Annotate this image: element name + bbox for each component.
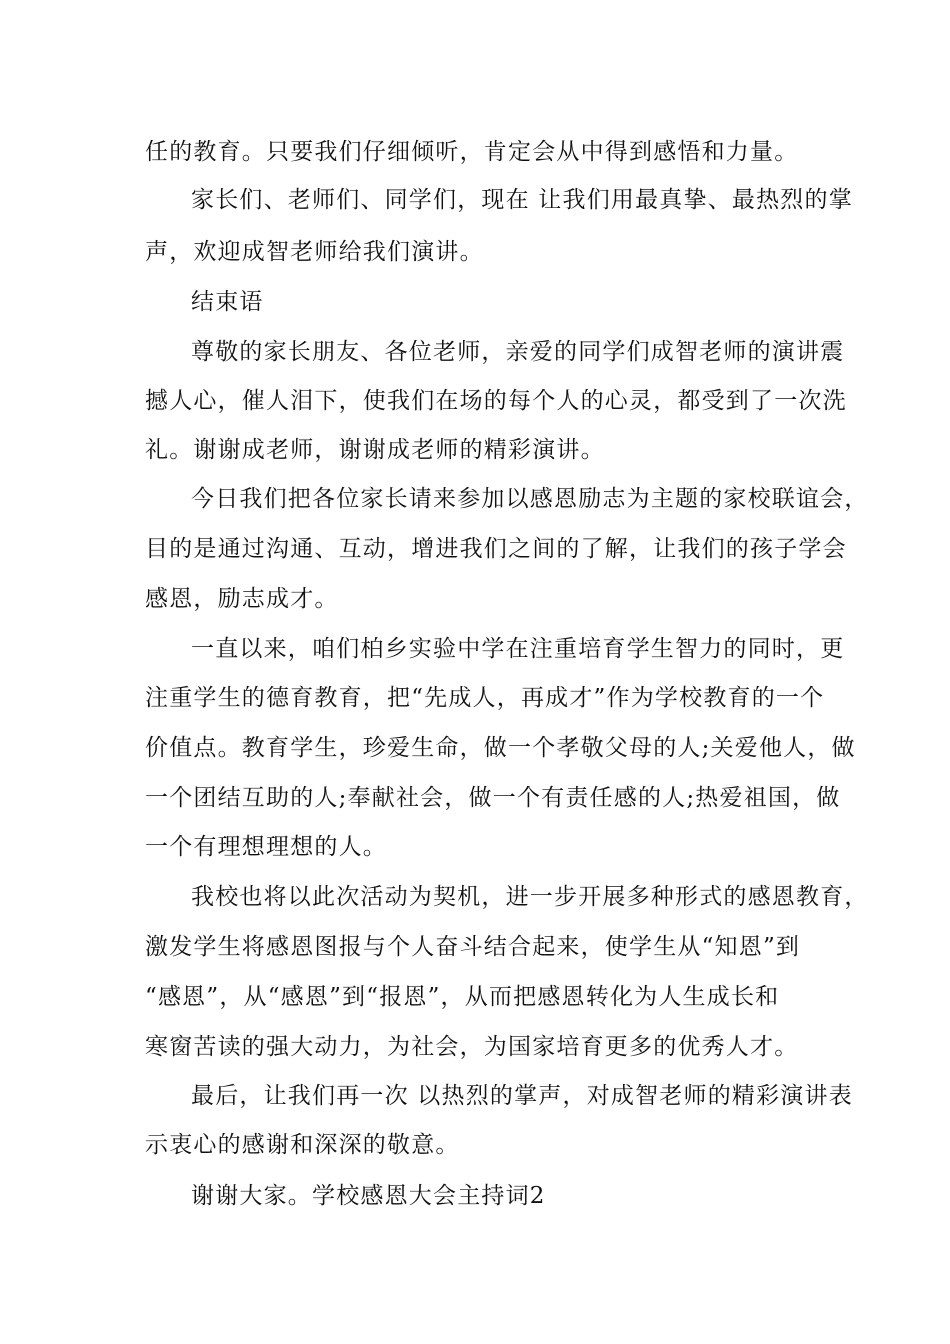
text-line: 礼。谢谢成老师，谢谢成老师的精彩演讲。	[145, 437, 605, 463]
text-line: 声，欢迎成智老师给我们演讲。	[145, 239, 484, 265]
text-line: 谢谢大家。学校感恩大会主持词2	[191, 1183, 546, 1209]
text-line: “感恩”，从“感恩”到“报恩”，从而把感恩转化为人生成长和	[145, 984, 780, 1010]
text-line: 今日我们把各位家长请来参加以感恩励志为主题的家校联谊会，	[191, 486, 869, 512]
text-line: 一直以来，咱们柏乡实验中学在注重培育学生智力的同时，更	[191, 636, 845, 662]
text-line: 撼人心，催人泪下，使我们在场的每个人的心灵，都受到了一次洗	[145, 388, 847, 414]
text-line: 家长们、老师们、同学们，现在 让我们用最真挚、最热烈的掌	[191, 187, 853, 213]
text-line: 注重学生的德育教育，把“先成人，再成才”作为学校教育的一个	[145, 685, 825, 711]
text-line: 寒窗苦读的强大动力，为社会，为国家培育更多的优秀人才。	[145, 1034, 799, 1060]
text-line: 价值点。教育学生，珍爱生命，做一个孝敬父母的人;关爱他人，做	[145, 735, 856, 761]
text-line: 最后，让我们再一次 以热烈的掌声，对成智老师的精彩演讲表	[191, 1083, 853, 1109]
text-line: 一个团结互助的人;奉献社会，做一个有责任感的人;热爱祖国，做	[145, 785, 841, 811]
text-line: 我校也将以此次活动为契机，进一步开展多种形式的感恩教育，	[191, 884, 869, 910]
section-heading: 结束语	[191, 289, 264, 315]
text-line: 激发学生将感恩图报与个人奋斗结合起来，使学生从“知恩”到	[145, 934, 801, 960]
text-line: 任的教育。只要我们仔细倾听，肯定会从中得到感悟和力量。	[145, 139, 799, 165]
text-line: 感恩，励志成才。	[145, 586, 339, 612]
text-line: 一个有理想理想的人。	[145, 834, 387, 860]
text-line: 目的是通过沟通、互动，增进我们之间的了解，让我们的孩子学会	[145, 536, 847, 562]
text-line: 尊敬的家长朋友、各位老师，亲爱的同学们成智老师的演讲震	[191, 339, 845, 365]
text-line: 示衷心的感谢和深深的敬意。	[145, 1132, 460, 1158]
